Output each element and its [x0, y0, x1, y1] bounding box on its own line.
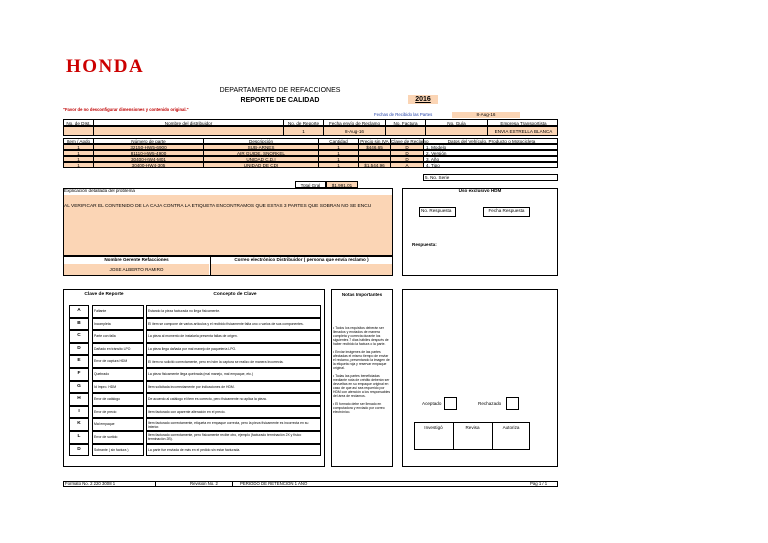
key-description — [146, 318, 321, 331]
rejected-checkbox[interactable] — [506, 397, 519, 410]
key-name-text: Dañado en tránsito LPO — [94, 346, 131, 351]
parts-cell-price[interactable]: $1,544.96 — [359, 163, 391, 167]
parts-cell-qty[interactable]: 1 — [319, 145, 359, 149]
parts-cell-qty[interactable]: 1 — [319, 151, 359, 155]
key-code-text: D — [77, 345, 81, 351]
parts-row — [63, 162, 558, 168]
key-description-text: La pieza físicamente llega quebrada (mal manejo, mal empaque, etc.) — [148, 372, 253, 377]
parts-cell-code[interactable]: D — [391, 145, 424, 149]
key-name — [92, 343, 144, 356]
hdm-answer-label: Respuesta: — [412, 242, 437, 247]
manager-label: Nombre Gerente Refacciones — [104, 257, 169, 262]
header-dist-no: No. de DIst. — [64, 120, 94, 125]
header-claim-code: Clave de Reclamo — [391, 139, 429, 144]
parts-cell-part[interactable]: 30400-HW4-M01 — [94, 157, 204, 161]
key-code — [69, 318, 89, 331]
notes-title: Notas Importantes — [341, 292, 383, 297]
key-code-text: E — [77, 358, 81, 364]
warning-note: "Favor de no desconfigurar dimensiones y contenido original." — [63, 107, 189, 112]
hdm-response-no[interactable]: No. Respuesta — [419, 207, 456, 217]
key-code — [69, 418, 89, 431]
key-description-text: Item facturado correctamente, etiqueta en empaque correcta, pero la pieza físicamente es incorrecta en su interior. — [148, 420, 309, 429]
key-code-text: H — [77, 396, 81, 402]
key-description-text: Item facturado correctamente, pero físicamente recibe otro, ejemplo (facturado terminación 2X y físico terminación 2B). — [148, 433, 302, 442]
key-code — [69, 381, 89, 394]
key-name — [92, 406, 144, 419]
sign-investigated[interactable]: Investigó — [424, 425, 443, 430]
header-vehicle: Datos del Vehículo, Producto o Motocicleta — [447, 139, 536, 144]
report-no-value[interactable]: 1 — [284, 127, 324, 135]
footer-format: Formato No. 2 220 3008 1 — [65, 480, 116, 486]
total-value: $1,991.01 — [326, 181, 358, 188]
header-report-no: No. de Reporte — [284, 120, 324, 125]
explanation-label: Explicación detallada del problema — [64, 188, 135, 193]
footer-retention: PERIODO DE RETENCION 1 AÑO — [240, 480, 308, 486]
key-description-text: Item facturado con aparente alteración en el precio. — [148, 410, 226, 415]
key-code-text: B — [77, 320, 81, 326]
total-label: Total Gral — [295, 181, 326, 188]
carrier-value[interactable]: ENVIA ESTRELLA BLANCA — [494, 129, 553, 134]
key-name — [92, 318, 144, 331]
key-code — [69, 330, 89, 343]
key-description — [146, 305, 321, 318]
header-qty: Cantidad — [319, 139, 359, 143]
key-name — [92, 431, 144, 444]
claim-date-value[interactable]: 8-Aug-16 — [324, 127, 386, 135]
key-code-text: F — [77, 371, 81, 376]
vehicle-serial-label: 5. No. Serie — [425, 174, 450, 180]
key-name-text: Quebrado — [94, 372, 110, 376]
parts-cell-part[interactable]: 81110-HW5-4900 — [94, 151, 204, 155]
key-name-text: Parte con falla — [94, 334, 116, 339]
key-description — [146, 355, 321, 368]
header-carrier: Empresa Transportista — [500, 121, 547, 126]
key-description-text: La parte fue enviada de más en el pedido sin estar facturada. — [148, 447, 241, 452]
guide-value[interactable] — [426, 127, 488, 135]
key-code — [69, 444, 89, 457]
hdm-panel — [402, 188, 558, 276]
key-code — [69, 368, 89, 381]
key-name-text: Error de captura HDM — [94, 359, 128, 364]
header-invoice: No. Factura — [386, 120, 426, 125]
key-name — [92, 330, 144, 343]
key-description-text: El ítem no solicitó correctamente, pero en hdm la captura se realizo de manera Incorrecta. — [148, 359, 284, 364]
key-code — [69, 343, 89, 356]
top-table-header — [63, 119, 558, 126]
key-description-text: Estando la pieza facturada no llega físicamente. — [148, 309, 221, 314]
parts-cell-item[interactable]: 1 — [64, 145, 94, 149]
key-name-text: Mal empaque — [94, 422, 115, 427]
sign-reviewed[interactable]: Revisa — [465, 425, 480, 430]
keys-col-code: Clave de Reporte — [84, 292, 124, 297]
header-item: Item / Apdo — [64, 139, 94, 143]
vehicle-field[interactable]: 1. Modelo — [426, 145, 447, 150]
parts-cell-part[interactable]: 30400-HW4-305 — [94, 163, 204, 167]
footer-page: Pág 1 / 1 — [530, 480, 548, 486]
received-label: Fechas de Recibido las Partes — [374, 112, 433, 117]
key-description-text: La pieza al momento de instalarla presenta fallas de origen. — [148, 334, 238, 339]
parts-cell-code[interactable]: A — [391, 163, 424, 167]
key-code — [69, 406, 89, 419]
key-name — [92, 305, 144, 318]
key-code — [69, 305, 89, 318]
header-claim-date: Fecha envío de Reclamo — [324, 120, 386, 125]
key-code-text: G — [77, 383, 81, 389]
parts-cell-desc[interactable]: AIR GUIDE, SNORKEL — [204, 151, 319, 155]
key-description — [146, 368, 321, 381]
vehicle-field[interactable]: 4. Tipo — [426, 163, 440, 168]
key-name-text: Sobrante ( sin factura ) — [94, 447, 129, 452]
received-date: 8-Aug-16 — [452, 112, 520, 118]
header-description: Descripción — [204, 139, 319, 143]
hdm-title: Uso exclusivo HDM — [458, 188, 502, 193]
key-code-text: C — [77, 333, 81, 339]
key-name — [92, 444, 144, 457]
key-code-text: I — [78, 408, 80, 414]
key-code — [69, 393, 89, 406]
accepted-label: Aceptado — [422, 401, 442, 406]
parts-cell-desc[interactable]: UNIDAD C.D.I — [204, 157, 319, 161]
key-name — [92, 393, 144, 406]
parts-cell-item[interactable]: 1 — [64, 151, 94, 155]
parts-cell-code[interactable]: D — [391, 151, 424, 155]
key-description-text: El ítem se compone de varios artículos y el recibido físicamente falta uno o varios de sus componentes. — [148, 321, 304, 326]
header-part-no: Número de parte — [94, 139, 204, 143]
key-description — [146, 381, 321, 394]
key-code — [69, 355, 89, 368]
parts-cell-desc[interactable]: SUB-ARNES — [204, 145, 319, 149]
key-description-text: La pieza llega dañada por mal manejo de paquetería LPO. — [148, 347, 237, 352]
key-description-text: De acuerdo al catálogo el ítem es correcto, pero físicamente no aplica la pieza. — [148, 397, 267, 402]
email-label: Correo electrónico Distribuidor ( persona que envía reclamo ) — [234, 257, 369, 262]
key-name — [92, 381, 144, 394]
rejected-label: Rechazado — [478, 401, 502, 406]
parts-cell-item[interactable]: 1 — [64, 163, 94, 167]
key-code-text: L — [77, 434, 81, 439]
parts-cell-code[interactable]: D — [391, 157, 424, 161]
keys-col-concept: Concepto de Clave — [213, 292, 257, 297]
key-description — [146, 343, 321, 356]
key-description — [146, 444, 321, 457]
parts-cell-price[interactable] — [359, 151, 391, 155]
parts-cell-qty[interactable]: 1 — [319, 157, 359, 161]
key-name — [92, 368, 144, 381]
header-guide: No. Guía — [426, 120, 488, 125]
department-title: DEPARTAMENTO DE REFACCIONES — [219, 87, 341, 94]
dist-no-value[interactable] — [64, 127, 94, 135]
key-code-text: A — [77, 308, 81, 313]
vehicle-field[interactable]: 2. Versión — [426, 151, 447, 156]
hdm-response-date[interactable]: Fecha Respuesta — [483, 207, 530, 217]
parts-cell-qty[interactable]: 1 — [319, 163, 359, 167]
key-name-text: Id Impro. HDM — [94, 384, 117, 389]
report-title: REPORTE DE CALIDAD — [240, 97, 320, 104]
year-badge: 2016 — [408, 95, 438, 104]
footer-revision: Revisión No. 2 — [190, 480, 218, 486]
honda-logo: HONDA — [66, 56, 145, 77]
explanation-text: AL VERIFICAR EL CONTENIDO DE LA CAJA CONTRA LA ETIQUETA ENCONTRAMOS QUE ESTAS 3 PARTES QUE SOBRAN NO SE ENCU — [64, 204, 372, 209]
key-description-text: Item solicitada incorrectamente por indicaciones de HDM. — [148, 384, 235, 389]
email-input[interactable] — [211, 264, 392, 275]
invoice-value[interactable] — [386, 127, 426, 135]
key-description — [146, 431, 321, 444]
parts-cell-item[interactable]: 1 — [64, 157, 94, 161]
vehicle-field[interactable]: 3. Año — [426, 157, 440, 162]
key-name-text: Faltante — [94, 309, 107, 313]
parts-cell-part[interactable]: 32150-HW5-6900 — [94, 145, 204, 149]
parts-cell-desc[interactable]: UNIDAD DE CDI — [204, 163, 319, 167]
key-name-text: Error de catálogo — [94, 397, 121, 402]
accepted-checkbox[interactable] — [444, 397, 457, 410]
key-code-text: K — [77, 421, 81, 427]
key-description — [146, 393, 321, 406]
key-name-text: Error de precio — [94, 409, 117, 414]
parts-cell-price[interactable] — [359, 157, 391, 161]
notes-text: • Todos los requisitos deberán ser llenados y enviados de manera completa y correcta durante los siguientes 7 días hábiles después de haber recibido la factura o la parte. • Enviar imágenes de las partes afectadas el mismo tiempo de enviar el reclamo, presentando la imagen de la etiqueta roja y reservar empaque original. • Todas las partes beneficiadas mediante nota de crédito deberán ser devueltas en su empaque original en caso de que así sea requerido por HDM con atención a los responsables del área de reclamos. • El formato debe ser llenado en computadora y enviado por correo electrónico. — [333, 326, 391, 414]
key-name-text: Error de surtido — [94, 435, 118, 439]
key-description — [146, 406, 321, 419]
footer-bar — [63, 481, 558, 487]
sign-authorized[interactable]: Autoriza — [502, 425, 520, 430]
top-table-values — [63, 126, 558, 136]
dist-name-value[interactable] — [94, 127, 284, 135]
key-name — [92, 355, 144, 368]
parts-cell-price[interactable]: $446.65 — [359, 145, 391, 149]
manager-name[interactable]: JOSE ALBERTO RAMIRO — [64, 264, 209, 275]
key-description — [146, 418, 321, 431]
key-name-text: Incompleta — [94, 321, 111, 326]
header-price: Precio sin IVA — [359, 139, 391, 143]
key-code — [69, 431, 89, 444]
key-description — [146, 330, 321, 343]
header-dist-name: Nombre del distribuidor — [94, 120, 284, 125]
key-code-text: D — [77, 446, 81, 452]
key-name — [92, 418, 144, 431]
